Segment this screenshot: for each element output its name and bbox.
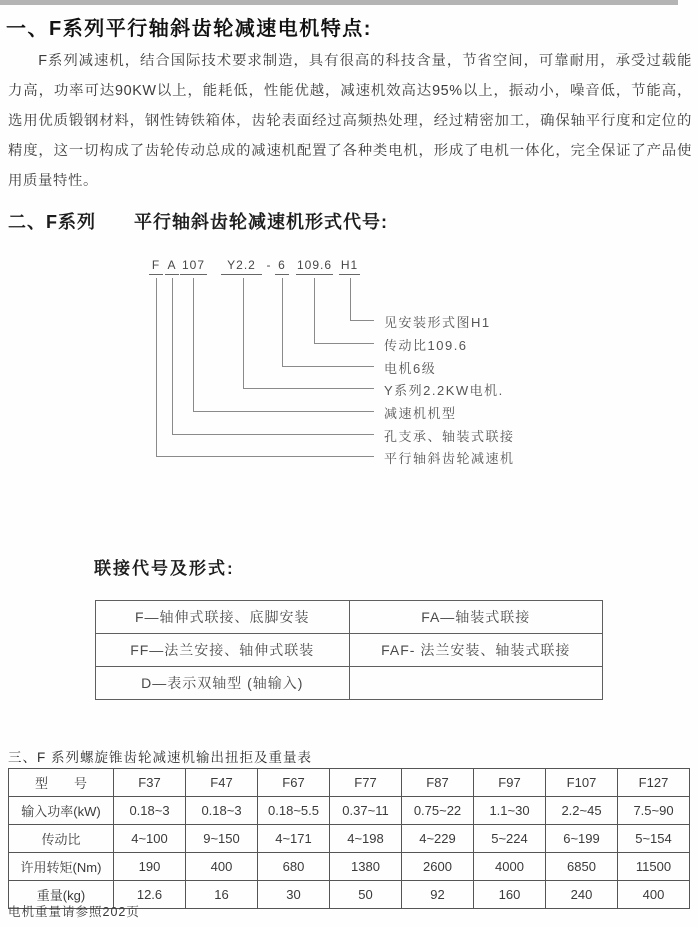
table-cell [349, 667, 603, 700]
code-token-a: A [165, 258, 179, 275]
code-token-107: 107 [180, 258, 207, 275]
table-header-cell: F97 [474, 769, 546, 797]
table-header-cell: F87 [402, 769, 474, 797]
leader-vline-h1 [350, 278, 351, 320]
section2-heading: 二、F系列 平行轴斜齿轮减速机形式代号: [8, 212, 388, 232]
table-cell: 9~150 [186, 825, 258, 853]
table-cell: 30 [258, 881, 330, 909]
table-cell: 0.18~3 [114, 797, 186, 825]
diagram-label-mounting: 见安装形式图H1 [384, 315, 491, 330]
table-cell: 4~171 [258, 825, 330, 853]
row-label-cell: 重量(kg) [9, 881, 114, 909]
table-row [9, 825, 690, 853]
diagram-label-ratio: 传动比109.6 [384, 338, 468, 353]
table-cell: 50 [330, 881, 402, 909]
model-code-diagram [0, 258, 698, 470]
table-header-cell: F67 [258, 769, 330, 797]
code-token-dash: - [266, 258, 272, 272]
table-cell: 7.5~90 [618, 797, 690, 825]
table-cell: 16 [186, 881, 258, 909]
leader-hline-f [156, 456, 374, 457]
table-cell: 12.6 [114, 881, 186, 909]
code-token-y22: Y2.2 [221, 258, 262, 275]
diagram-label-connection: 孔支承、轴装式联接 [384, 429, 515, 444]
section1-paragraph: F系列减速机，结合国际技术要求制造，具有很高的科技含量，节省空间，可靠耐用，承受过载能力高，功率可达90KW以上，能耗低，性能优越，减速机效高达95%以上，振动小，噪音低，节能高，选用优质锻钢材料，钢性铸铁箱体，齿轮表面经过高频热处理，经过精密加工，确保轴平行度和定位的精度，这一切构成了齿轮传动总成的减速机配置了各种类电机，形成了电机一体化，完全保证了产品使用质量特性。 [8, 53, 692, 189]
table-header-cell: 型 号 [9, 769, 114, 797]
leader-vline-107 [193, 278, 194, 411]
leader-hline-6 [282, 366, 374, 367]
diagram-label-frame: 减速机机型 [384, 406, 457, 421]
leader-hline-h1 [350, 320, 374, 321]
table-row [9, 853, 690, 881]
code-token-f: F [149, 258, 163, 275]
table-cell: 680 [258, 853, 330, 881]
table-cell: 5~224 [474, 825, 546, 853]
diagram-label-motor: Y系列2.2KW电机. [384, 383, 504, 398]
leader-vline-6 [282, 278, 283, 366]
code-token-6: 6 [275, 258, 289, 275]
table-cell: 92 [402, 881, 474, 909]
section1-heading: 一、F系列平行轴斜齿轮减速电机特点: [6, 18, 372, 40]
table-cell: 2600 [402, 853, 474, 881]
leader-hline-1096 [314, 343, 374, 344]
code-token-h1: H1 [339, 258, 360, 275]
table-cell: FA—轴装式联接 [349, 601, 603, 634]
table-cell: 400 [618, 881, 690, 909]
row-label-cell: 许用转矩(Nm) [9, 853, 114, 881]
torque-weight-table [8, 768, 690, 909]
diagram-label-series: 平行轴斜齿轮减速机 [384, 451, 515, 466]
leader-vline-y22 [243, 278, 244, 388]
section3-heading: 三、F 系列螺旋锥齿轮减速机输出扭拒及重量表 [8, 750, 312, 765]
table-cell: 0.18~3 [186, 797, 258, 825]
table-cell: 2.2~45 [546, 797, 618, 825]
table-cell: FF—法兰安接、轴伸式联装 [96, 634, 350, 667]
leader-hline-a [172, 434, 374, 435]
table-cell: 0.37~11 [330, 797, 402, 825]
table-header-cell: F107 [546, 769, 618, 797]
leader-vline-1096 [314, 278, 315, 343]
table-row [96, 601, 603, 634]
table-header-cell: F127 [618, 769, 690, 797]
leader-vline-a [172, 278, 173, 434]
diagram-label-poles: 电机6级 [384, 361, 437, 376]
table-cell: 4~229 [402, 825, 474, 853]
table-header-cell: F37 [114, 769, 186, 797]
leader-hline-107 [193, 411, 374, 412]
leader-vline-f [156, 278, 157, 456]
table-cell: 11500 [618, 853, 690, 881]
connection-heading: 联接代号及形式: [94, 559, 235, 578]
table-cell: 1.1~30 [474, 797, 546, 825]
table-cell: 4~198 [330, 825, 402, 853]
table-cell: FAF- 法兰安装、轴装式联接 [349, 634, 603, 667]
table-cell: 5~154 [618, 825, 690, 853]
leader-hline-y22 [243, 388, 374, 389]
table-header-cell: F47 [186, 769, 258, 797]
table-cell: 4000 [474, 853, 546, 881]
row-label-cell: 输入功率(kW) [9, 797, 114, 825]
table-cell: 0.18~5.5 [258, 797, 330, 825]
connection-code-table [95, 600, 603, 700]
row-label-cell: 传动比 [9, 825, 114, 853]
table-cell: 4~100 [114, 825, 186, 853]
table-cell: 6~199 [546, 825, 618, 853]
table-cell: 240 [546, 881, 618, 909]
table-header-cell: F77 [330, 769, 402, 797]
code-token-1096: 109.6 [296, 258, 333, 275]
table-row [9, 797, 690, 825]
table-cell: F—轴伸式联接、底脚安装 [96, 601, 350, 634]
table-cell: 6850 [546, 853, 618, 881]
table-row [96, 634, 603, 667]
table-cell: 190 [114, 853, 186, 881]
table-cell: 0.75~22 [402, 797, 474, 825]
table-row [96, 667, 603, 700]
table-cell: 160 [474, 881, 546, 909]
table-cell: 400 [186, 853, 258, 881]
table-header-row [9, 769, 690, 797]
scan-artifact-bar [0, 0, 678, 5]
footer-note: 电机重量请参照202页 [8, 905, 140, 919]
table-cell: D—表示双轴型 (轴输入) [96, 667, 350, 700]
table-cell: 1380 [330, 853, 402, 881]
